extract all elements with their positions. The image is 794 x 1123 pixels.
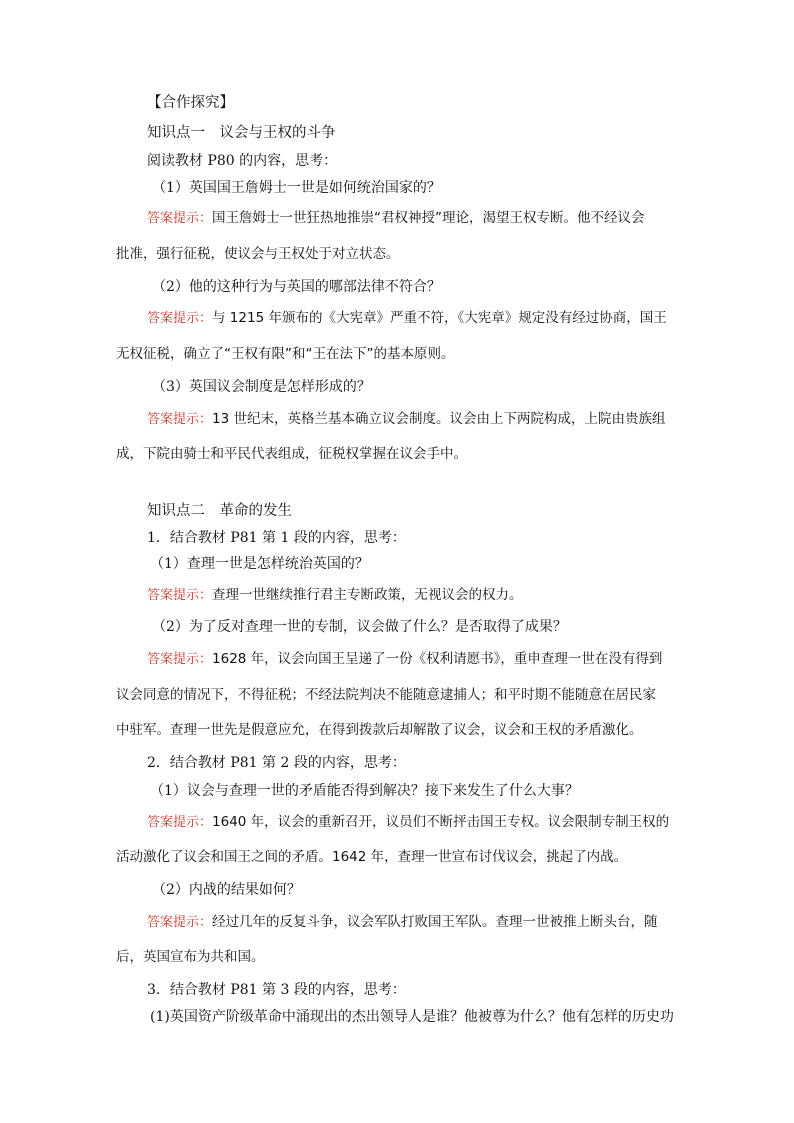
kp2-part2-answer-1-cont: 活动激化了议会和国王之间的矛盾。1642 年，查理一世宣布讨伐议会，挑起了内战。: [116, 849, 628, 865]
kp2-part2-intro: 2．结合教材 P81 第 2 段的内容，思考：: [147, 755, 406, 771]
kp1-answer-1-cont: 批准，强行征税，使议会与王权处于对立状态。: [116, 246, 400, 262]
kp2-part2-answer-1: [147, 813, 669, 832]
kp2-part1-answer-2-cont-1: 议会同意的情况下，不得征税；不经法院判决不能随意逮捕人；和平时期不能随意在居民家: [116, 687, 656, 703]
kp2-part1-answer-2: [147, 650, 662, 669]
kp1-question-2: （2）他的这种行为与英国的哪部法律不符合？: [152, 279, 441, 295]
answer-text: 经过几年的反复斗争，议会军队打败国王军队。查理一世被推上断头台，随: [212, 914, 658, 930]
kp1-answer-2-cont: 无权征税，确立了“王权有限”和“王在法下”的基本原则。: [116, 346, 455, 362]
kp2-part3-question-1: (1)英国资产阶级革命中涌现出的杰出领导人是谁？他被尊为什么？他有怎样的历史功: [150, 1009, 674, 1025]
kp2-part2-question-2: （2）内战的结果如何？: [152, 882, 301, 898]
kp1-question-3: （3）英国议会制度是怎样形成的？: [152, 379, 371, 395]
kp1-title: 知识点一 议会与王权的斗争: [147, 125, 336, 141]
answer-hint-label: 答案提示：: [147, 652, 213, 667]
kp1-question-1: （1）英国国王詹姆士一世是如何统治国家的？: [152, 180, 441, 196]
answer-hint-label: 答案提示：: [147, 211, 213, 226]
section-title: 【合作探究】: [147, 95, 234, 111]
answer-text: 1640 年，议会的重新召开，议员们不断抨击国王专权。议会限制专制王权的: [212, 814, 670, 830]
kp2-part1-question-2: （2）为了反对查理一世的专制，议会做了什么？是否取得了成果？: [152, 619, 567, 635]
kp2-part1-question-1: （1）查理一世是怎样统治英国的？: [150, 556, 369, 572]
kp1-answer-3-cont: 成，下院由骑士和平民代表组成，征税权掌握在议会手中。: [116, 446, 467, 462]
kp2-part3-intro: 3．结合教材 P81 第 3 段的内容，思考：: [147, 982, 406, 998]
answer-text: 国王詹姆士一世狂热地推崇“君权神授”理论，渴望王权专断。他不经议会: [212, 210, 645, 226]
answer-text: 与 1215 年颁布的《大宪章》严重不符，《大宪章》规定没有经过协商，国王: [212, 310, 667, 326]
answer-text: 1628 年，议会向国王呈递了一份《权利请愿书》，重申查理一世在没有得到: [212, 651, 663, 667]
kp1-answer-2: [147, 309, 667, 328]
answer-text: 查理一世继续推行君主专断政策，无视议会的权力。: [212, 587, 523, 603]
answer-hint-label: 答案提示：: [147, 412, 213, 427]
kp2-part1-intro: 1．结合教材 P81 第 1 段的内容，思考：: [147, 530, 406, 546]
answer-text: 13 世纪末，英格兰基本确立议会制度。议会由上下两院构成，上院由贵族组: [212, 411, 666, 427]
answer-hint-label: 答案提示：: [147, 588, 213, 603]
answer-hint-label: 答案提示：: [147, 311, 213, 326]
kp2-part2-answer-2-cont: 后，英国宣布为共和国。: [116, 949, 265, 965]
answer-hint-label: 答案提示：: [147, 915, 213, 930]
kp2-part2-answer-2: [147, 913, 658, 932]
kp2-part1-answer-1: [147, 586, 523, 605]
answer-hint-label: 答案提示：: [147, 815, 213, 830]
kp2-part2-question-1: （1）议会与查理一世的矛盾能否得到解决？接下来发生了什么大事？: [150, 783, 579, 799]
kp1-answer-3: [147, 410, 665, 429]
kp2-title: 知识点二 革命的发生: [147, 503, 292, 519]
kp1-intro: 阅读教材 P80 的内容，思考：: [147, 153, 338, 169]
kp2-part1-answer-2-cont-2: 中驻军。查理一世先是假意应允，在得到拨款后却解散了议会，议会和王权的矛盾激化。: [116, 722, 643, 738]
kp1-answer-1: [147, 209, 645, 228]
